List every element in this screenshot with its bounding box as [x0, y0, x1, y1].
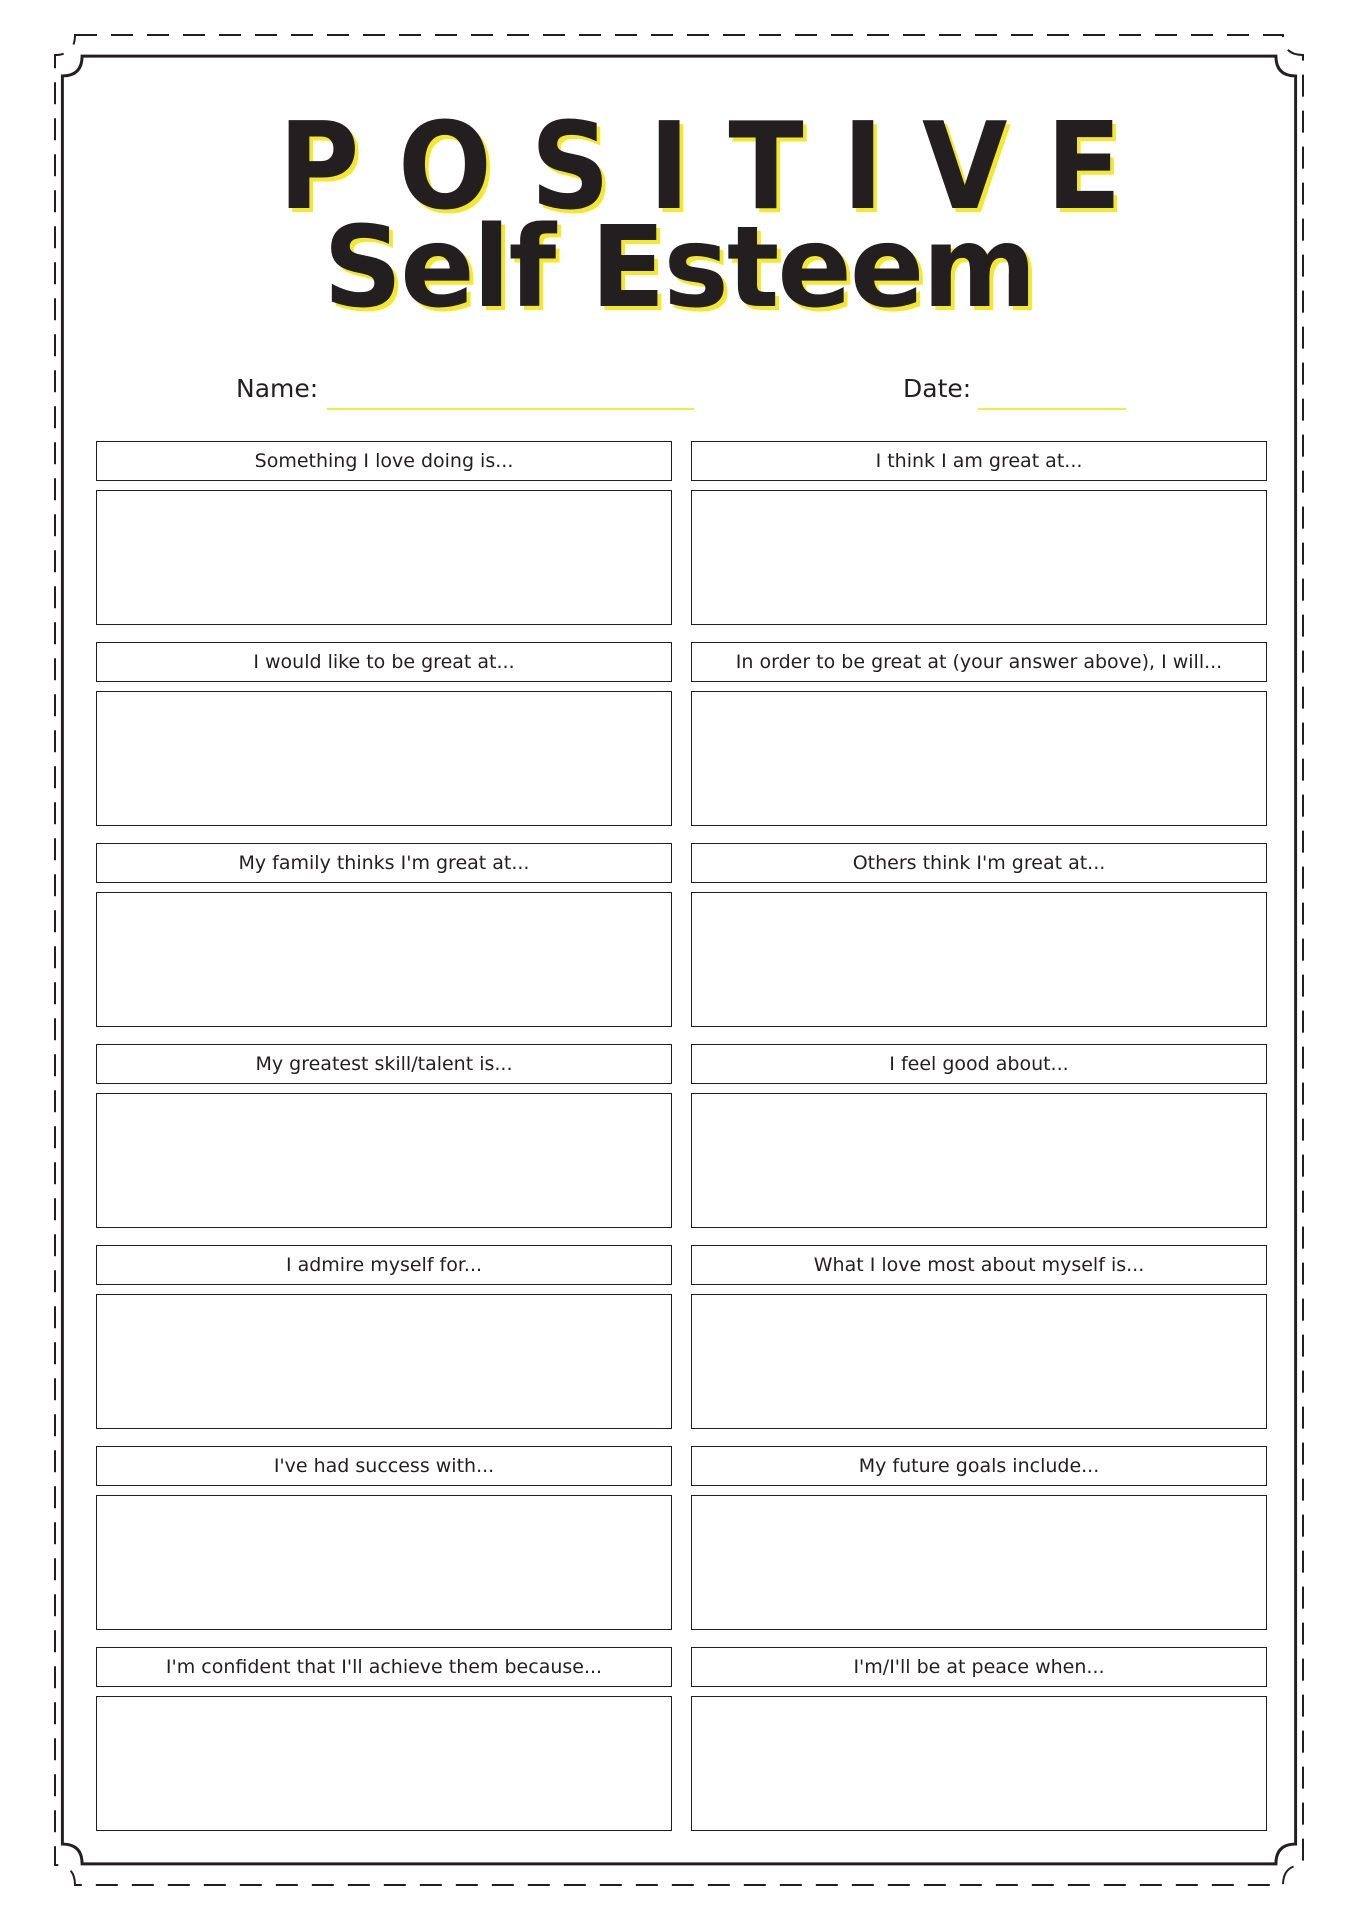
date-label: Date:	[903, 374, 972, 403]
answer-box[interactable]	[691, 490, 1267, 625]
prompt-label: My family thinks I'm great at...	[96, 843, 672, 883]
prompt-label: I admire myself for...	[96, 1245, 672, 1285]
prompt-label: I would like to be great at...	[96, 642, 672, 682]
answer-box[interactable]	[691, 1093, 1267, 1228]
answer-box[interactable]	[96, 1093, 672, 1228]
prompt-label: My greatest skill/talent is...	[96, 1044, 672, 1084]
answer-box[interactable]	[691, 691, 1267, 826]
answer-box[interactable]	[691, 1495, 1267, 1630]
name-label: Name:	[236, 374, 319, 403]
prompt-label: What I love most about myself is...	[691, 1245, 1267, 1285]
answer-box[interactable]	[691, 1294, 1267, 1429]
date-input-line[interactable]	[978, 408, 1126, 410]
name-input-line[interactable]	[327, 408, 694, 410]
prompt-label: I'm confident that I'll achieve them because...	[96, 1647, 672, 1687]
prompt-label: I think I am great at...	[691, 441, 1267, 481]
title-self-esteem: Self Esteem	[323, 203, 1035, 333]
answer-box[interactable]	[96, 892, 672, 1027]
answer-box[interactable]	[691, 1696, 1267, 1831]
answer-box[interactable]	[96, 691, 672, 826]
prompt-label: I feel good about...	[691, 1044, 1267, 1084]
prompt-label: Something I love doing is...	[96, 441, 672, 481]
prompt-label: I'm/I'll be at peace when...	[691, 1647, 1267, 1687]
answer-box[interactable]	[96, 1696, 672, 1831]
answer-box[interactable]	[96, 1294, 672, 1429]
answer-box[interactable]	[96, 490, 672, 625]
answer-box[interactable]	[691, 892, 1267, 1027]
prompt-label: My future goals include...	[691, 1446, 1267, 1486]
prompt-label: Others think I'm great at...	[691, 843, 1267, 883]
answer-box[interactable]	[96, 1495, 672, 1630]
prompt-label: In order to be great at (your answer above), I will...	[691, 642, 1267, 682]
title-positive: POSITIVE	[278, 98, 1161, 237]
prompt-label: I've had success with...	[96, 1446, 672, 1486]
